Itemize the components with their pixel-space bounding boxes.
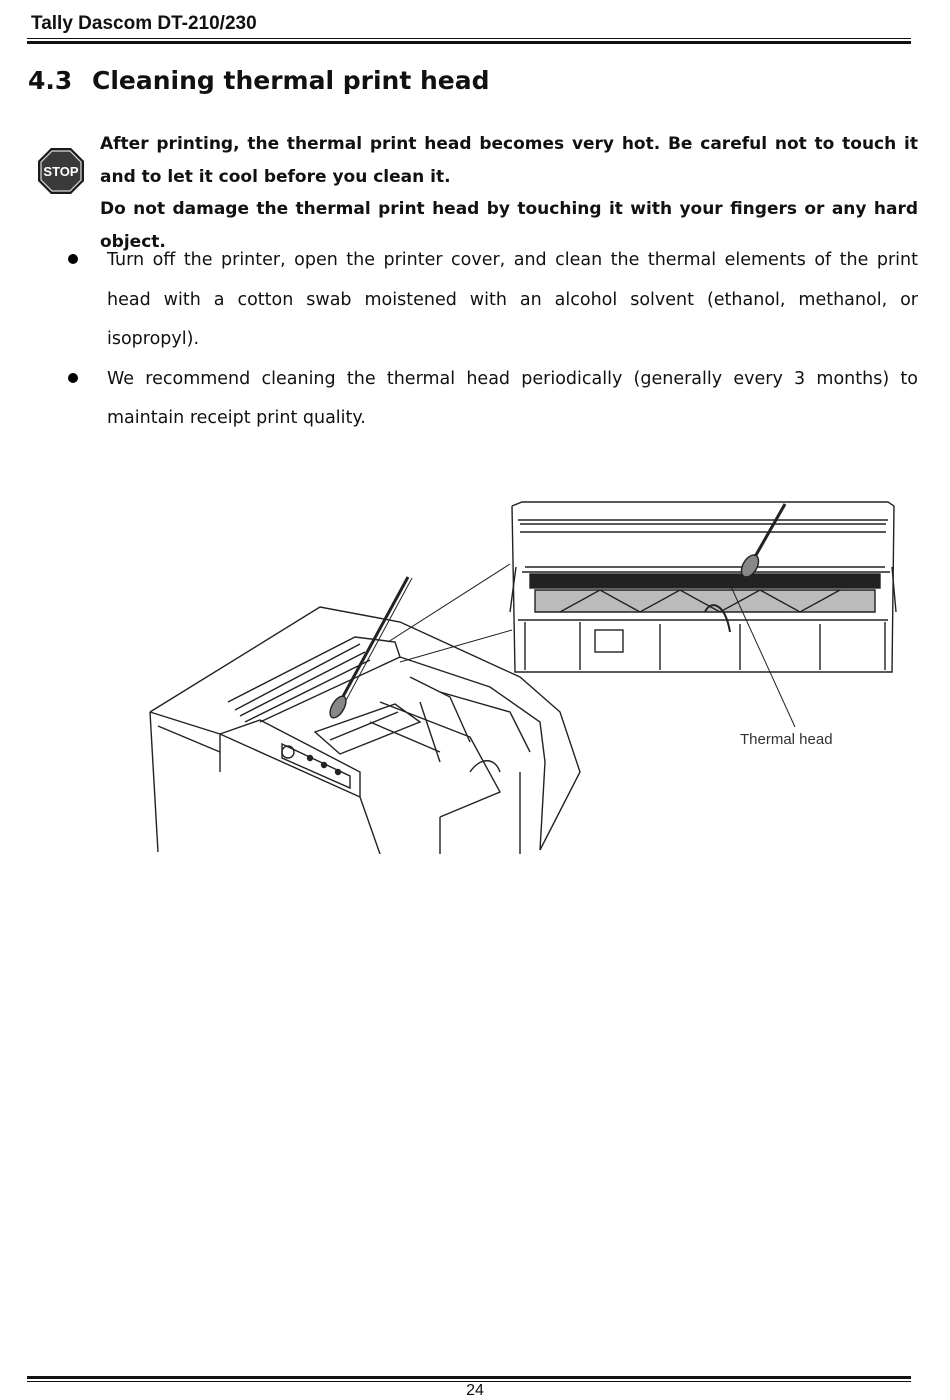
section-number: 4.3 <box>28 66 73 95</box>
page-number: 24 <box>466 1382 484 1399</box>
printer-body-drawing <box>150 607 580 854</box>
print-head-detail-drawing <box>510 502 896 672</box>
bullet-dot-icon <box>68 373 78 383</box>
warning-text <box>100 128 918 258</box>
bullet-dot-icon <box>68 254 78 264</box>
printer-cleaning-illustration <box>140 472 900 854</box>
section-title: Cleaning thermal print head <box>92 66 490 95</box>
cotton-swab-drawing <box>327 577 412 720</box>
list-item <box>0 360 950 439</box>
header-rule-thin <box>27 38 911 39</box>
document-title: Tally Dascom DT-210/230 <box>31 13 257 34</box>
stop-sign-text: STOP <box>43 164 79 179</box>
thermal-head-label: Thermal head <box>740 731 833 748</box>
bullet-text: We recommend cleaning the thermal head periodically (generally every 3 months) to maintain receipt print quality. <box>107 368 918 428</box>
list-item <box>0 241 950 360</box>
stop-sign-icon <box>37 147 85 195</box>
header-rule-thick <box>27 41 911 44</box>
bullet-text: Turn off the printer, open the printer cover, and clean the thermal elements of the print head with a cotton swab moistened with an alcohol solvent (ethanol, methanol, or isopropyl). <box>107 250 918 349</box>
footer-rule-thick <box>27 1376 911 1379</box>
section-heading <box>28 66 490 95</box>
bullet-list <box>0 241 950 439</box>
warning-line-1: After printing, the thermal print head becomes very hot. Be careful not to touch it and to let it cool before you clean it. <box>100 134 918 187</box>
cotton-swab-detail-drawing <box>738 504 785 580</box>
warning-line-2: Do not damage the thermal print head by touching it with your fingers or any hard object. <box>100 199 918 252</box>
